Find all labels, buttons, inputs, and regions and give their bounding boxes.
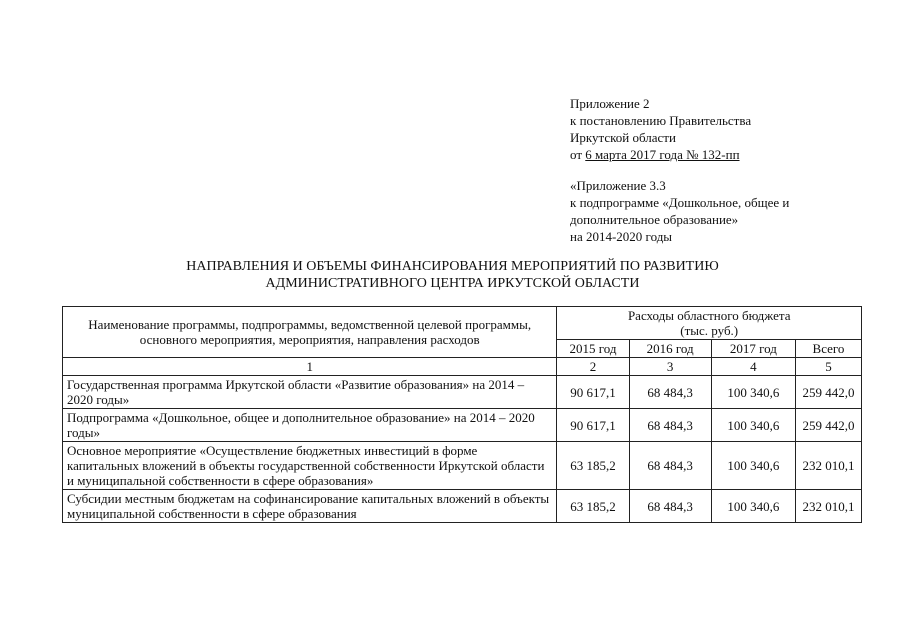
title-line-1: НАПРАВЛЕНИЯ И ОБЪЕМЫ ФИНАНСИРОВАНИЯ МЕРОПРИЯТИЙ ПО РАЗВИТИЮ — [186, 259, 719, 274]
row-2016: 68 484,3 — [629, 409, 711, 442]
colnum-1: 1 — [63, 358, 557, 376]
colnum-4: 4 — [711, 358, 795, 376]
appendix-line-5: «Приложение 3.3 — [570, 178, 666, 193]
header-budget-cell — [557, 307, 862, 340]
appendix-line-4 — [570, 146, 789, 163]
table-header-row — [63, 307, 862, 340]
row-2016: 68 484,3 — [629, 442, 711, 490]
colnum-3: 3 — [629, 358, 711, 376]
table-row — [63, 490, 862, 523]
row-2017: 100 340,6 — [711, 442, 795, 490]
header-budget-line-2: (тыс. руб.) — [680, 323, 739, 338]
row-total: 259 442,0 — [795, 409, 861, 442]
colnum-2: 2 — [557, 358, 629, 376]
header-year-2016: 2016 год — [629, 340, 711, 358]
row-name: Государственная программа Иркутской области «Развитие образования» на 2014 – 2020 годы» — [63, 376, 557, 409]
row-2017: 100 340,6 — [711, 376, 795, 409]
appendix-date-prefix: от — [570, 147, 586, 162]
appendix-line-1: Приложение 2 — [570, 96, 650, 111]
header-year-2017: 2017 год — [711, 340, 795, 358]
appendix-line-6: к подпрограмме «Дошкольное, общее и — [570, 195, 790, 210]
appendix-line-7: дополнительное образование» — [570, 212, 739, 227]
header-budget-line-1: Расходы областного бюджета — [627, 308, 791, 323]
financing-table — [62, 306, 862, 523]
row-2015: 63 185,2 — [557, 442, 629, 490]
row-2015: 90 617,1 — [557, 409, 629, 442]
header-name-cell: Наименование программы, подпрограммы, ведомственной целевой программы, основного мероприятия, мероприятия, направления расходов — [63, 307, 557, 358]
row-2017: 100 340,6 — [711, 490, 795, 523]
row-name: Подпрограмма «Дошкольное, общее и дополнительное образование» на 2014 – 2020 годы» — [63, 409, 557, 442]
row-2016: 68 484,3 — [629, 376, 711, 409]
header-total: Всего — [795, 340, 861, 358]
appendix-block — [570, 95, 789, 245]
appendix-line-2: к постановлению Правительства — [570, 113, 752, 128]
appendix-date-number: 6 марта 2017 года № 132-пп — [585, 147, 740, 162]
title-line-2: АДМИНИСТРАТИВНОГО ЦЕНТРА ИРКУТСКОЙ ОБЛАСТИ — [265, 276, 640, 291]
row-name: Субсидии местным бюджетам на софинансирование капитальных вложений в объекты муниципальной собственности в сфере образования — [63, 490, 557, 523]
table-colnum-row — [63, 358, 862, 376]
appendix-gap — [570, 163, 789, 177]
row-total: 232 010,1 — [795, 490, 861, 523]
row-total: 232 010,1 — [795, 442, 861, 490]
colnum-5: 5 — [795, 358, 861, 376]
document-title — [0, 258, 905, 292]
row-2017: 100 340,6 — [711, 409, 795, 442]
appendix-line-8: на 2014-2020 годы — [570, 229, 673, 244]
row-2015: 90 617,1 — [557, 376, 629, 409]
table-row — [63, 442, 862, 490]
header-year-2015: 2015 год — [557, 340, 629, 358]
table-row — [63, 376, 862, 409]
row-name: Основное мероприятие «Осуществление бюджетных инвестиций в форме капитальных вложений в объекты государственной собственности Иркутской области и муниципальной собственности в сфере образования» — [63, 442, 557, 490]
appendix-line-3: Иркутской области — [570, 130, 676, 145]
table-row — [63, 409, 862, 442]
row-2015: 63 185,2 — [557, 490, 629, 523]
row-total: 259 442,0 — [795, 376, 861, 409]
row-2016: 68 484,3 — [629, 490, 711, 523]
